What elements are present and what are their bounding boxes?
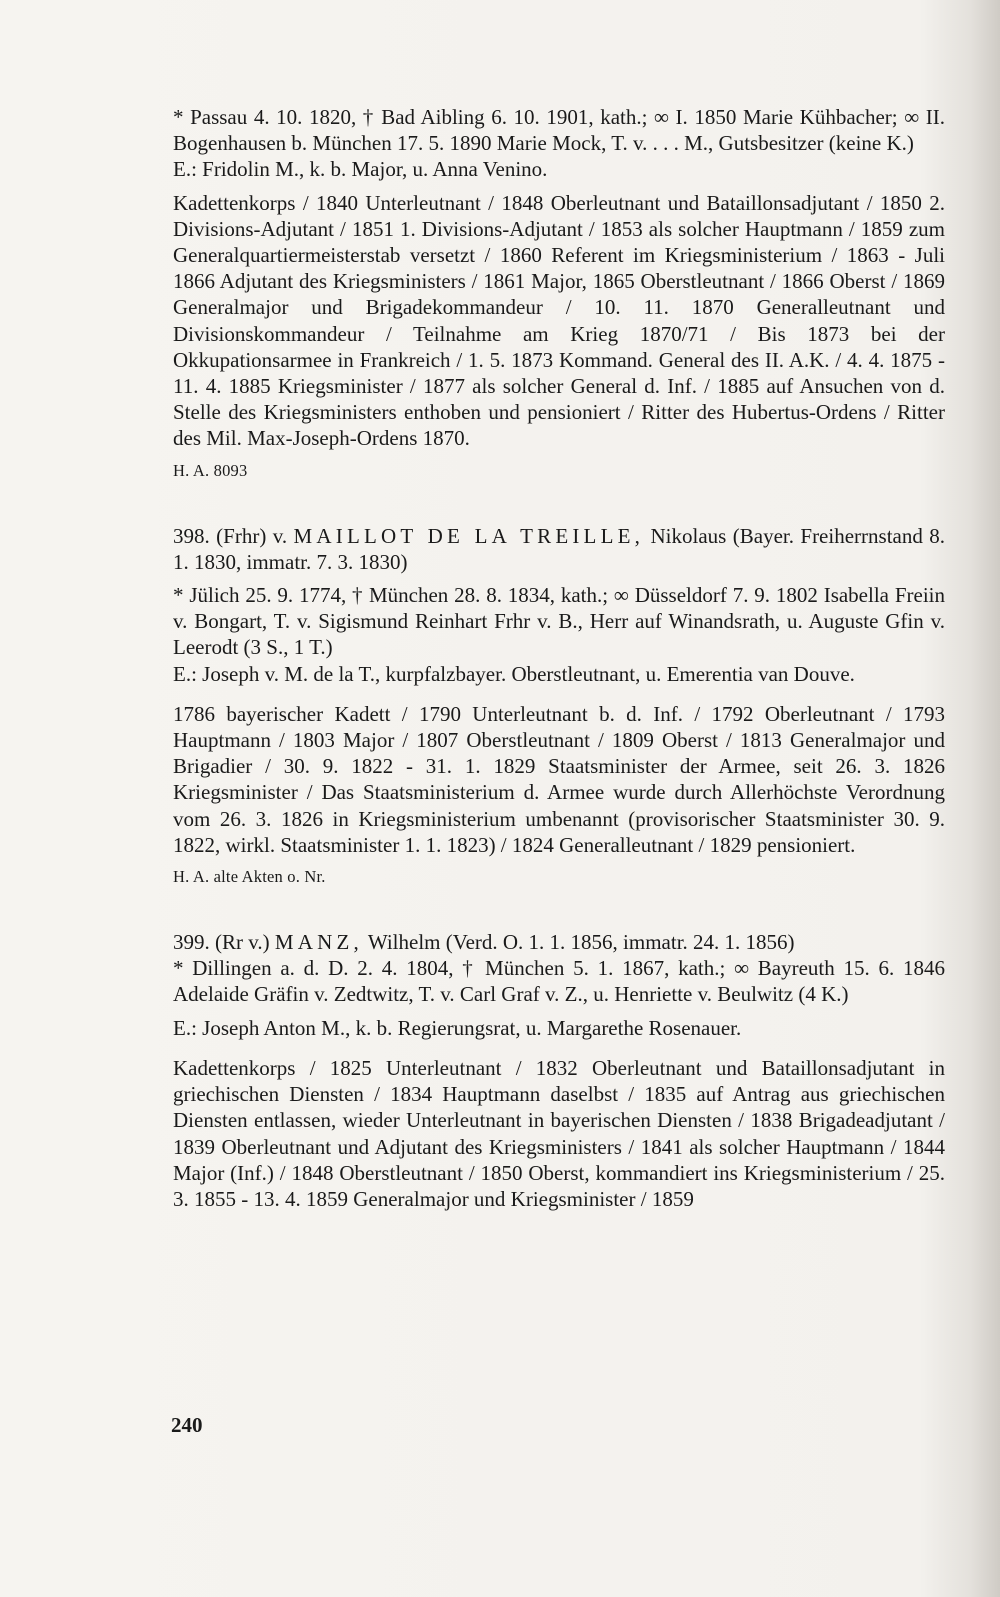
entry-398-source: H. A. alte Akten o. Nr. (173, 867, 326, 887)
entry-399-parents: E.: Joseph Anton M., k. b. Regierungsrat, u. Margarethe Rosenauer. (173, 1015, 742, 1040)
entry-399-personal: * Dillingen a. d. D. 2. 4. 1804, † München 5. 1. 1867, kath.; ∞ Bayreuth 15. 6. 1846 Adelaide Gräfin v. Zedtwitz, T. v. Carl Graf v. Z., u. Henriette v. Beulwitz (4 K.) (173, 956, 945, 1007)
entry-397-parents: E.: Fridolin M., k. b. Major, u. Anna Venino. (173, 157, 548, 182)
entry-399-career: Kadettenkorps / 1825 Unterleutnant / 1832 Oberleutnant und Bataillonsadjutant in griechischen Diensten / 1834 Hauptmann daselbst / 1835 auf Antrag aus griechischen Diensten entlassen, wieder Unterleutnant in bayerischen Diensten / 1838 Brigadeadjutant / 1839 Oberleutnant und Adjutant des Kriegsministers / 1841 als solcher Hauptmann / 1844 Major (Inf.) / 1848 Oberstleutnant / 1850 Oberst, kommandiert ins Kriegsministerium / 25. 3. 1855 - 13. 4. 1859 Generalmajor und Kriegsminister / 1859 (173, 1055, 945, 1211)
entry-398-rest: Nikolaus (Bayer. Freiherrnstand 8. 1. 1830, immatr. 7. 3. 1830) (173, 523, 946, 574)
entry-399-surname: MANZ, (274, 930, 363, 955)
entry-398-surname: MAILLOT DE LA TREILLE, (293, 523, 645, 548)
entry-398-parents: E.: Joseph v. M. de la T., kurpfalzbayer. Oberstleutnant, u. Emerentia van Douve. (173, 661, 855, 686)
entry-397-source: H. A. 8093 (173, 460, 248, 480)
entry-399-heading (173, 929, 945, 955)
main-text (173, 104, 945, 1212)
entry-399-number: 399. (Rr v.) (173, 930, 270, 955)
entry-397-career: Kadettenkorps / 1840 Unterleutnant / 1848 Oberleutnant und Bataillonsadjutant / 1850 2. Divisions-Adjutant / 1851 1. Divisions-Adjutant / 1853 als solcher Hauptmann / 1859 zum Generalquartiermeisterstab versetzt / 1860 Referent im Kriegsministerium / 1863 - Juli 1866 Adjutant des Kriegsministers / 1861 Major, 1865 Oberstleutnant / 1866 Oberst / 1869 Generalmajor und Brigadekommandeur / 10. 11. 1870 Generalleutnant und Divisionskommandeur / Teilnahme am Krieg 1870/71 / Bis 1873 bei der Okkupationsarmee in Frankreich / 1. 5. 1873 Kommand. General des II. A.K. / 4. 4. 1875 - 11. 4. 1885 Kriegsminister / 1877 als solcher General d. Inf. / 1885 auf Ansuchen von d. Stelle des Kriegsministers enthoben und pensioniert / Ritter des Hubertus-Ordens / Ritter des Mil. Max-Joseph-Ordens 1870. (173, 190, 945, 451)
entry-398-heading (173, 523, 945, 575)
entry-398-career: 1786 bayerischer Kadett / 1790 Unterleutnant b. d. Inf. / 1792 Oberleutnant / 1793 Hauptmann / 1803 Major / 1807 Oberstleutnant / 1809 Oberst / 1813 Generalmajor und Brigadier / 30. 9. 1822 - 31. 1. 1829 Staatsminister der Armee, seit 26. 3. 1826 Kriegsminister / Das Staatsministerium d. Armee wurde durch Allerhöchste Verordnung vom 26. 3. 1826 in Kriegsministerium umbenannt (provisorischer Staatsminister 30. 9. 1822, wirkl. Staatsminister 1. 1. 1823) / 1824 Generalleutnant / 1829 pensioniert. (173, 701, 945, 857)
page-number: 240 (171, 1413, 203, 1437)
entry-398-personal: * Jülich 25. 9. 1774, † München 28. 8. 1834, kath.; ∞ Düsseldorf 7. 9. 1802 Isabella Freiin v. Bongart, T. v. Sigismund Reinhart Frhr v. B., Herr auf Winandsrath, u. Auguste Gfin v. Leerodt (3 S., 1 T.) (173, 583, 945, 660)
entry-399-rest: Wilhelm (Verd. O. 1. 1. 1856, immatr. 24. 1. 1856) (367, 930, 795, 955)
entry-397-personal: * Passau 4. 10. 1820, † Bad Aibling 6. 10. 1901, kath.; ∞ I. 1850 Marie Kühbacher; ∞ II. Bogenhausen b. München 17. 5. 1890 Marie Mock, T. v. . . . M., Gutsbesitzer (keine K.) (173, 105, 945, 156)
entry-398-number: 398. (Frhr) v. (173, 523, 288, 548)
